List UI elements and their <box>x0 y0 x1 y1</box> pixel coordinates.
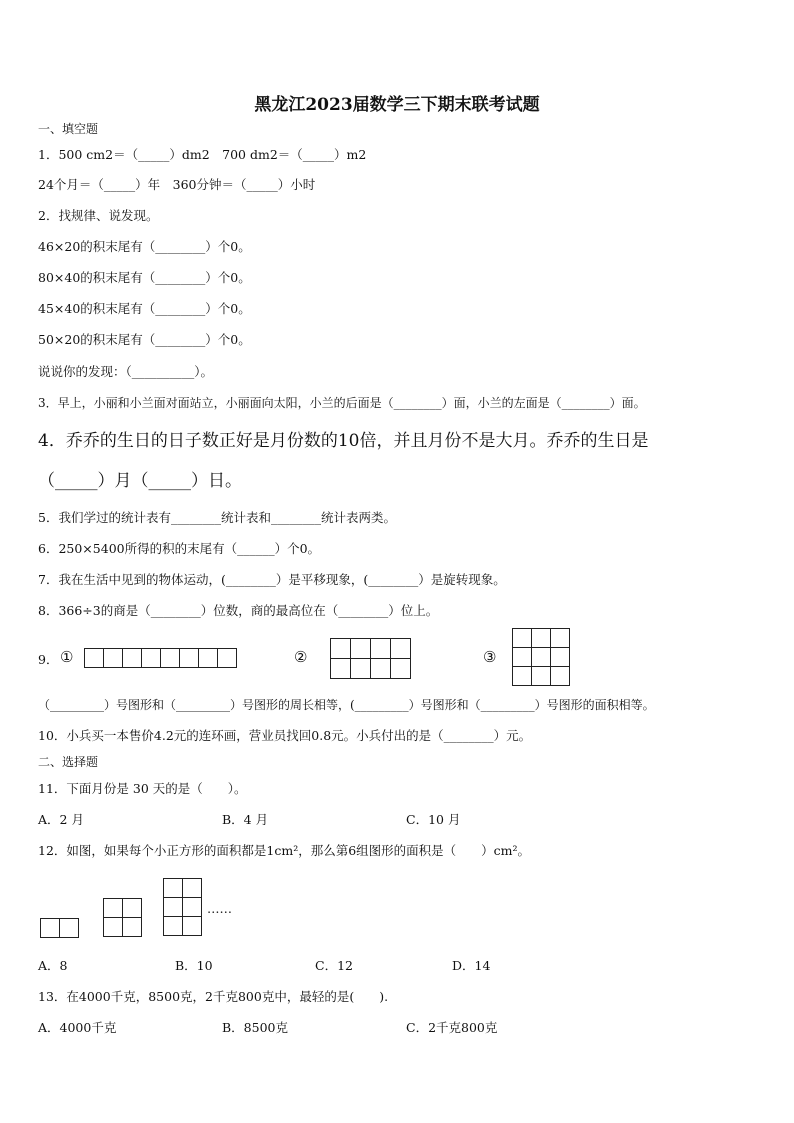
q3-line: 3．早上，小丽和小兰面对面站立，小丽面向太阳，小兰的后面是（________）面，小兰的左面是（________）面。 <box>38 396 646 410</box>
q12-option-d: D．14 <box>452 958 491 973</box>
q9-text: （_________）号图形和（_________）号图形的周长相等，(_________）号图形和（_________）号图形的面积相等。 <box>38 698 655 712</box>
q4-line2: （_____）月（_____）日。 <box>38 471 242 491</box>
q12-figure-2 <box>103 898 142 937</box>
q13-stem: 13．在4000千克，8500克，2千克800克中，最轻的是( ). <box>38 989 389 1004</box>
q12-ellipsis: …… <box>207 901 232 916</box>
q12-option-c: C．12 <box>315 958 353 973</box>
q9-figure-3 <box>512 628 570 686</box>
section-fill-heading: 一、填空题 <box>38 122 99 136</box>
q9-mark-1: ① <box>60 648 74 666</box>
q13-option-b: B．8500克 <box>222 1020 288 1035</box>
q5-line: 5．我们学过的统计表有________统计表和________统计表两类。 <box>38 510 396 525</box>
q12-figure-1 <box>40 918 79 938</box>
q13-option-a: A．4000千克 <box>38 1020 117 1035</box>
q13-option-c: C．2千克800克 <box>406 1020 498 1035</box>
q9-figure-2 <box>330 638 411 679</box>
page-title: 黑龙江2023届数学三下期末联考试题 <box>254 95 540 115</box>
q12-figure-3 <box>163 878 202 936</box>
q2-item: 45×40的积末尾有（________）个0。 <box>38 301 251 316</box>
q4-line1: 4．乔乔的生日的日子数正好是月份数的10倍，并且月份不是大月。乔乔的生日是 <box>38 431 649 451</box>
q11-option-c: C．10 月 <box>406 812 461 827</box>
q9-number: 9． <box>38 652 59 667</box>
section-choice-heading: 二、选择题 <box>38 755 99 769</box>
q1-line2: 24个月＝（_____）年 360分钟＝（_____）小时 <box>38 177 316 192</box>
q2-stem: 2．找规律、说发现。 <box>38 208 159 223</box>
q2-finding: 说说你的发现：（__________）。 <box>38 364 214 379</box>
q8-line: 8．366÷3的商是（________）位数，商的最高位在（________）位上。 <box>38 603 439 618</box>
q11-option-b: B．4 月 <box>222 812 269 827</box>
q6-line: 6．250×5400所得的积的末尾有（______）个0。 <box>38 541 321 556</box>
q10-line: 10．小兵买一本售价4.2元的连环画，营业员找回0.8元。小兵付出的是（________）元。 <box>38 728 532 743</box>
q11-option-a: A．2 月 <box>38 812 84 827</box>
q9-mark-3: ③ <box>483 648 497 666</box>
q1-line1: 1．500 cm2＝（_____）dm2 700 dm2＝（_____）m2 <box>38 147 367 162</box>
q11-stem: 11．下面月份是 30 天的是（ ）。 <box>38 781 247 796</box>
q9-figure-1 <box>84 648 237 668</box>
q7-line: 7．我在生活中见到的物体运动，(________）是平移现象，(________）是旋转现象。 <box>38 572 506 587</box>
q2-item: 46×20的积末尾有（________）个0。 <box>38 239 251 254</box>
q12-option-b: B．10 <box>175 958 213 973</box>
q12-stem: 12．如图，如果每个小正方形的面积都是1cm²，那么第6组图形的面积是（ ）cm²。 <box>38 843 531 858</box>
q2-item: 80×40的积末尾有（________）个0。 <box>38 270 251 285</box>
q12-option-a: A．8 <box>38 958 68 973</box>
q2-item: 50×20的积末尾有（________）个0。 <box>38 332 251 347</box>
q9-mark-2: ② <box>294 648 308 666</box>
